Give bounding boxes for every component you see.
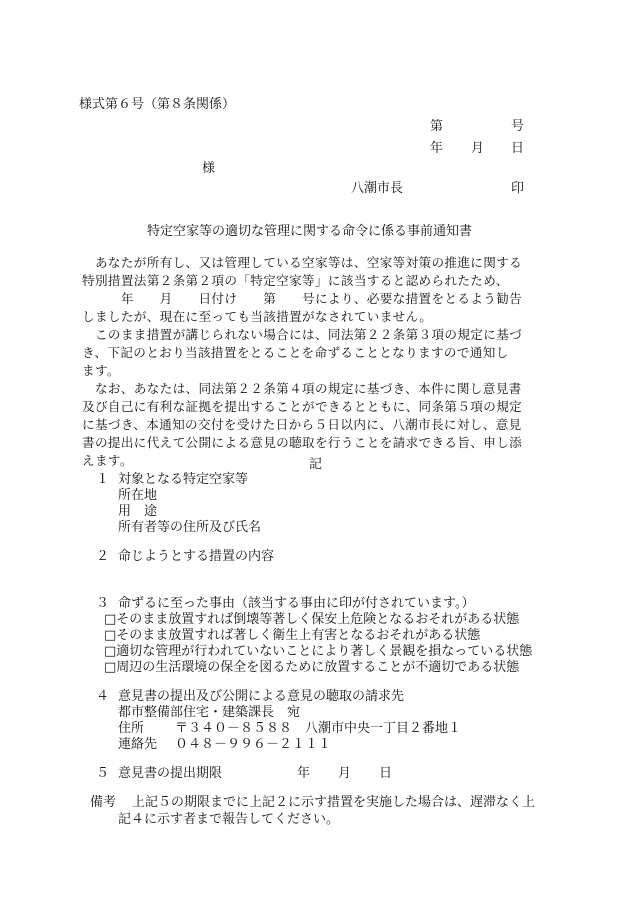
body-line: このまま措置が講じられない場合には、同法第２２条第３項の規定に基づ xyxy=(82,327,523,342)
body-line: えます。 xyxy=(82,453,133,468)
remarks-line: 上記５の期限までに上記２に示す措置を実施した場合は、遅滞なく上 xyxy=(132,795,536,810)
body-line: あなたが所有し、又は管理している空家等は、空家等対策の推進に関する xyxy=(82,255,523,270)
section-3-num: ３ xyxy=(96,596,110,611)
contact-label: 連絡先 xyxy=(118,737,158,752)
remarks-line: 記４に示す者まで報告してください。 xyxy=(118,812,340,827)
section-3-title: 命ずるに至った事由（該当する事由に印が付されています。） xyxy=(118,596,475,611)
deadline-day: 日 xyxy=(379,766,393,781)
sender-name: 八潮市長 xyxy=(351,181,404,196)
body-line: 書の提出に代えて公開による意見の聴取を行うことを請求できる旨、申し添 xyxy=(82,435,523,450)
deadline-year: 年 xyxy=(297,766,311,781)
address-value: 〒３４０－８５８８ 八潮市中央一丁目２番地１ xyxy=(175,721,462,736)
body-line: き、下記のとおり当該措置をとることを命ずることとなりますので通知し xyxy=(82,345,509,360)
date-year: 年 xyxy=(430,141,444,156)
body-line: ます。 xyxy=(82,363,120,378)
body-line: に基づき、本通知の交付を受けた日から５日以内に、八潮市長に対し、意見 xyxy=(82,417,522,432)
section-4-title: 意見書の提出及び公開による意見の聴取の請求先 xyxy=(118,689,405,704)
form-label: 様式第６号（第８条関係） xyxy=(79,97,236,112)
section-1-item: 用 途 xyxy=(118,504,158,519)
section-1-item: 所在地 xyxy=(118,488,158,503)
body-line: 年 月 日付け 第 号により、必要な措置をとるよう勧告 xyxy=(82,291,523,306)
body-line: しましたが、現在に至っても当該措置がなされていません。 xyxy=(82,309,433,324)
addressee-suffix: 様 xyxy=(202,161,216,176)
remarks-label: 備考 xyxy=(90,795,117,810)
date-day: 日 xyxy=(511,141,525,156)
number-dai: 第 xyxy=(430,119,444,134)
section-2-title: 命じようとする措置の内容 xyxy=(118,549,275,564)
section-4-dept: 都市整備部住宅・建築課長 宛 xyxy=(118,705,301,720)
section-2-num: ２ xyxy=(96,549,110,564)
body-line: 特別措置法第２条第２項の「特定空家等」に該当すると認められたため、 xyxy=(82,273,509,288)
section-4-num: ４ xyxy=(96,689,110,704)
document-title: 特定空家等の適切な管理に関する命令に係る事前通知書 xyxy=(147,224,473,239)
body-line: なお、あなたは、同法第２２条第４項の規定に基づき、本件に関し意見書 xyxy=(82,381,522,396)
reason-checkbox-item[interactable]: □周辺の生活環境の保全を図るために放置することが不適切である状態 xyxy=(104,660,520,675)
address-label: 住所 xyxy=(118,721,145,736)
section-5-num: ５ xyxy=(96,766,110,781)
deadline-month: 月 xyxy=(338,766,352,781)
body-line: 及び自己に有利な証拠を提出することができるとともに、同条第５項の規定 xyxy=(82,399,523,414)
reason-checkbox-item[interactable]: □適切な管理が行われていないことにより著しく景観を損なっている状態 xyxy=(104,644,533,659)
section-1-title: 対象となる特定空家等 xyxy=(118,472,249,487)
section-5-title: 意見書の提出期限 xyxy=(118,766,223,781)
number-go: 号 xyxy=(511,119,525,134)
ki-heading: 記 xyxy=(309,457,323,472)
reason-checkbox-item[interactable]: □そのまま放置すれば倒壊等著しく保安上危険となるおそれがある状態 xyxy=(104,612,520,627)
contact-value: ０４８－９９６－２１１１ xyxy=(175,737,332,752)
date-month: 月 xyxy=(471,141,485,156)
section-1-num: １ xyxy=(96,472,110,487)
body-text xyxy=(82,254,552,470)
seal-mark: 印 xyxy=(511,181,525,196)
section-1-item: 所有者等の住所及び氏名 xyxy=(118,520,262,535)
reason-checkbox-item[interactable]: □そのまま放置すれば著しく衛生上有害となるおそれがある状態 xyxy=(104,628,481,643)
